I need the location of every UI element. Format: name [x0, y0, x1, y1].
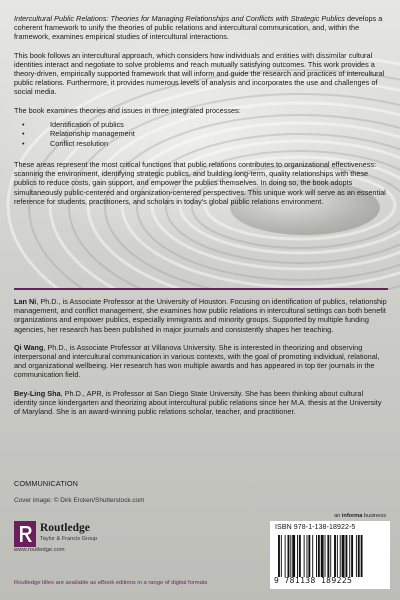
- barcode-bar: [361, 535, 363, 577]
- informa-prefix: an: [334, 513, 342, 519]
- author-bio-text: , Ph.D., is Associate Professor at Villanova University. She is interested in theorizing and observing interpersonal and intercultural communication in various contexts, with the goal of promoting individual, relational, and organizational wellbeing. Her research has won multiple awards and has appeared in top tier journals in the communication field.: [14, 342, 380, 380]
- barcode-bar: [288, 535, 290, 577]
- barcode-digits: 9 781138 189225: [274, 576, 353, 585]
- barcode-bar: [321, 535, 324, 577]
- barcode-bar: [312, 535, 313, 577]
- author-name: Bey-Ling Sha: [14, 388, 61, 398]
- barcode-bar: [351, 535, 353, 577]
- barcode-bar: [342, 535, 345, 577]
- process-item: • Relationship management: [22, 129, 388, 138]
- isbn-label: ISBN 978-1-138-18922-5: [275, 524, 356, 531]
- barcode-bar: [285, 535, 286, 577]
- publisher-name: Routledge: [40, 522, 90, 534]
- barcode-bar: [325, 535, 326, 577]
- barcode-icon: [274, 535, 386, 577]
- author-bio: [14, 343, 388, 380]
- book-description: [14, 14, 388, 215]
- author-bios: [14, 297, 388, 425]
- barcode-bar: [281, 535, 282, 577]
- barcode-bar: [292, 535, 295, 577]
- barcode-bar: [290, 535, 291, 577]
- description-paragraph-2: This book follows an intercultural approach, which considers how individuals and entities with dissimilar cultural identities interact and negotiate to solve problems and reach mutually satisfying outcomes. This work provides a theory-driven, empirically supported framework that will inform and guide the research and practices of intercultural public relations. Furthermore, it provides numerous levels of analysis and incorporates the use and challenges of social media.: [14, 50, 385, 97]
- barcode-bar: [330, 535, 331, 577]
- publisher-website[interactable]: www.routledge.com: [14, 547, 65, 553]
- routledge-logo-icon: [14, 521, 36, 547]
- informa-business-tag: [334, 513, 386, 519]
- barcode-bar: [297, 535, 298, 577]
- barcode-bar: [337, 535, 338, 577]
- barcode-bar: [278, 535, 280, 577]
- barcode-bar: [307, 535, 308, 577]
- barcode-bar: [349, 535, 350, 577]
- barcode-bar: [299, 535, 301, 577]
- description-paragraph-1: [14, 14, 388, 42]
- publisher-group: Taylor & Francis Group: [40, 536, 98, 542]
- subject-category: COMMUNICATION: [14, 479, 78, 488]
- section-divider: [14, 288, 388, 290]
- description-paragraph-3: The book examines theories and issues in three integrated processes:: [14, 105, 241, 115]
- barcode-bar: [334, 535, 336, 577]
- informa-brand: informa: [341, 513, 363, 519]
- barcode-bar: [308, 535, 310, 577]
- process-item: • Conflict resolution: [22, 139, 388, 148]
- cover-image-credit: Cover image: © Dirk Ercken/Shutterstock.com: [14, 497, 145, 504]
- barcode-bar: [316, 535, 317, 577]
- barcode-bar: [345, 535, 347, 577]
- ebook-availability-note: Routledge titles are available as eBook editions in a range of digital formats: [14, 580, 208, 586]
- process-list: [22, 120, 388, 148]
- book-title-italic: Intercultural Public Relations: Theories for Managing Relationships and Conflicts with Strategic Publics: [14, 14, 345, 23]
- process-item: • Identification of publics: [22, 120, 388, 129]
- isbn-barcode-panel: [270, 521, 390, 589]
- author-name: Qi Wang: [14, 342, 44, 352]
- barcode-bar: [356, 535, 357, 577]
- barcode-bar: [327, 535, 329, 577]
- author-bio: [14, 297, 388, 334]
- description-paragraph-4: These areas represent the most critical functions that public relations contributes to organizational effectiveness: scanning the environment, identifying strategic publics, and building long-term, quality relationships with these publics to reduce costs, gain support, and empower the publics themselves. In doing so, the book adopts simultaneously public-centered and organization-centered perspectives. This unique work will serve as an essential reference for students, practitioners, and scholars in today’s global public relations environment.: [14, 160, 386, 206]
- author-bio: [14, 389, 388, 417]
- author-bio-text: , Ph.D., APR, is Professor at San Diego State University. She has been thinking about cultural identity since kindergarten and theorizing about intercultural public relations since her M.A. thesis at the University of Maryland. She is an award-winning public relations scholar, teacher, and practitioner.: [14, 388, 382, 417]
- author-name: Lan Ni: [14, 297, 37, 306]
- author-bio-text: , Ph.D., is Associate Professor at the University of Houston. Focusing on identification of publics, relationship management, and conflict management, she examines how public relations in intercultural settings can both benefit organizations and empower publics, especially immigrants and minority groups. Supported by multiple funding agencies, her research has been published in major journals and consistently shapes her teaching.: [14, 297, 387, 334]
- informa-suffix: business: [362, 513, 386, 519]
- barcode-bar: [358, 535, 360, 577]
- barcode-bar: [340, 535, 341, 577]
- barcode-bar: [318, 535, 320, 577]
- barcode-bar: [304, 535, 305, 577]
- description-paragraph-1-rest: develops a coherent framework to unify the theories of public relations and intercultural communication, and, within the framework, examines empirical studies of intercultural interactions.: [14, 14, 383, 42]
